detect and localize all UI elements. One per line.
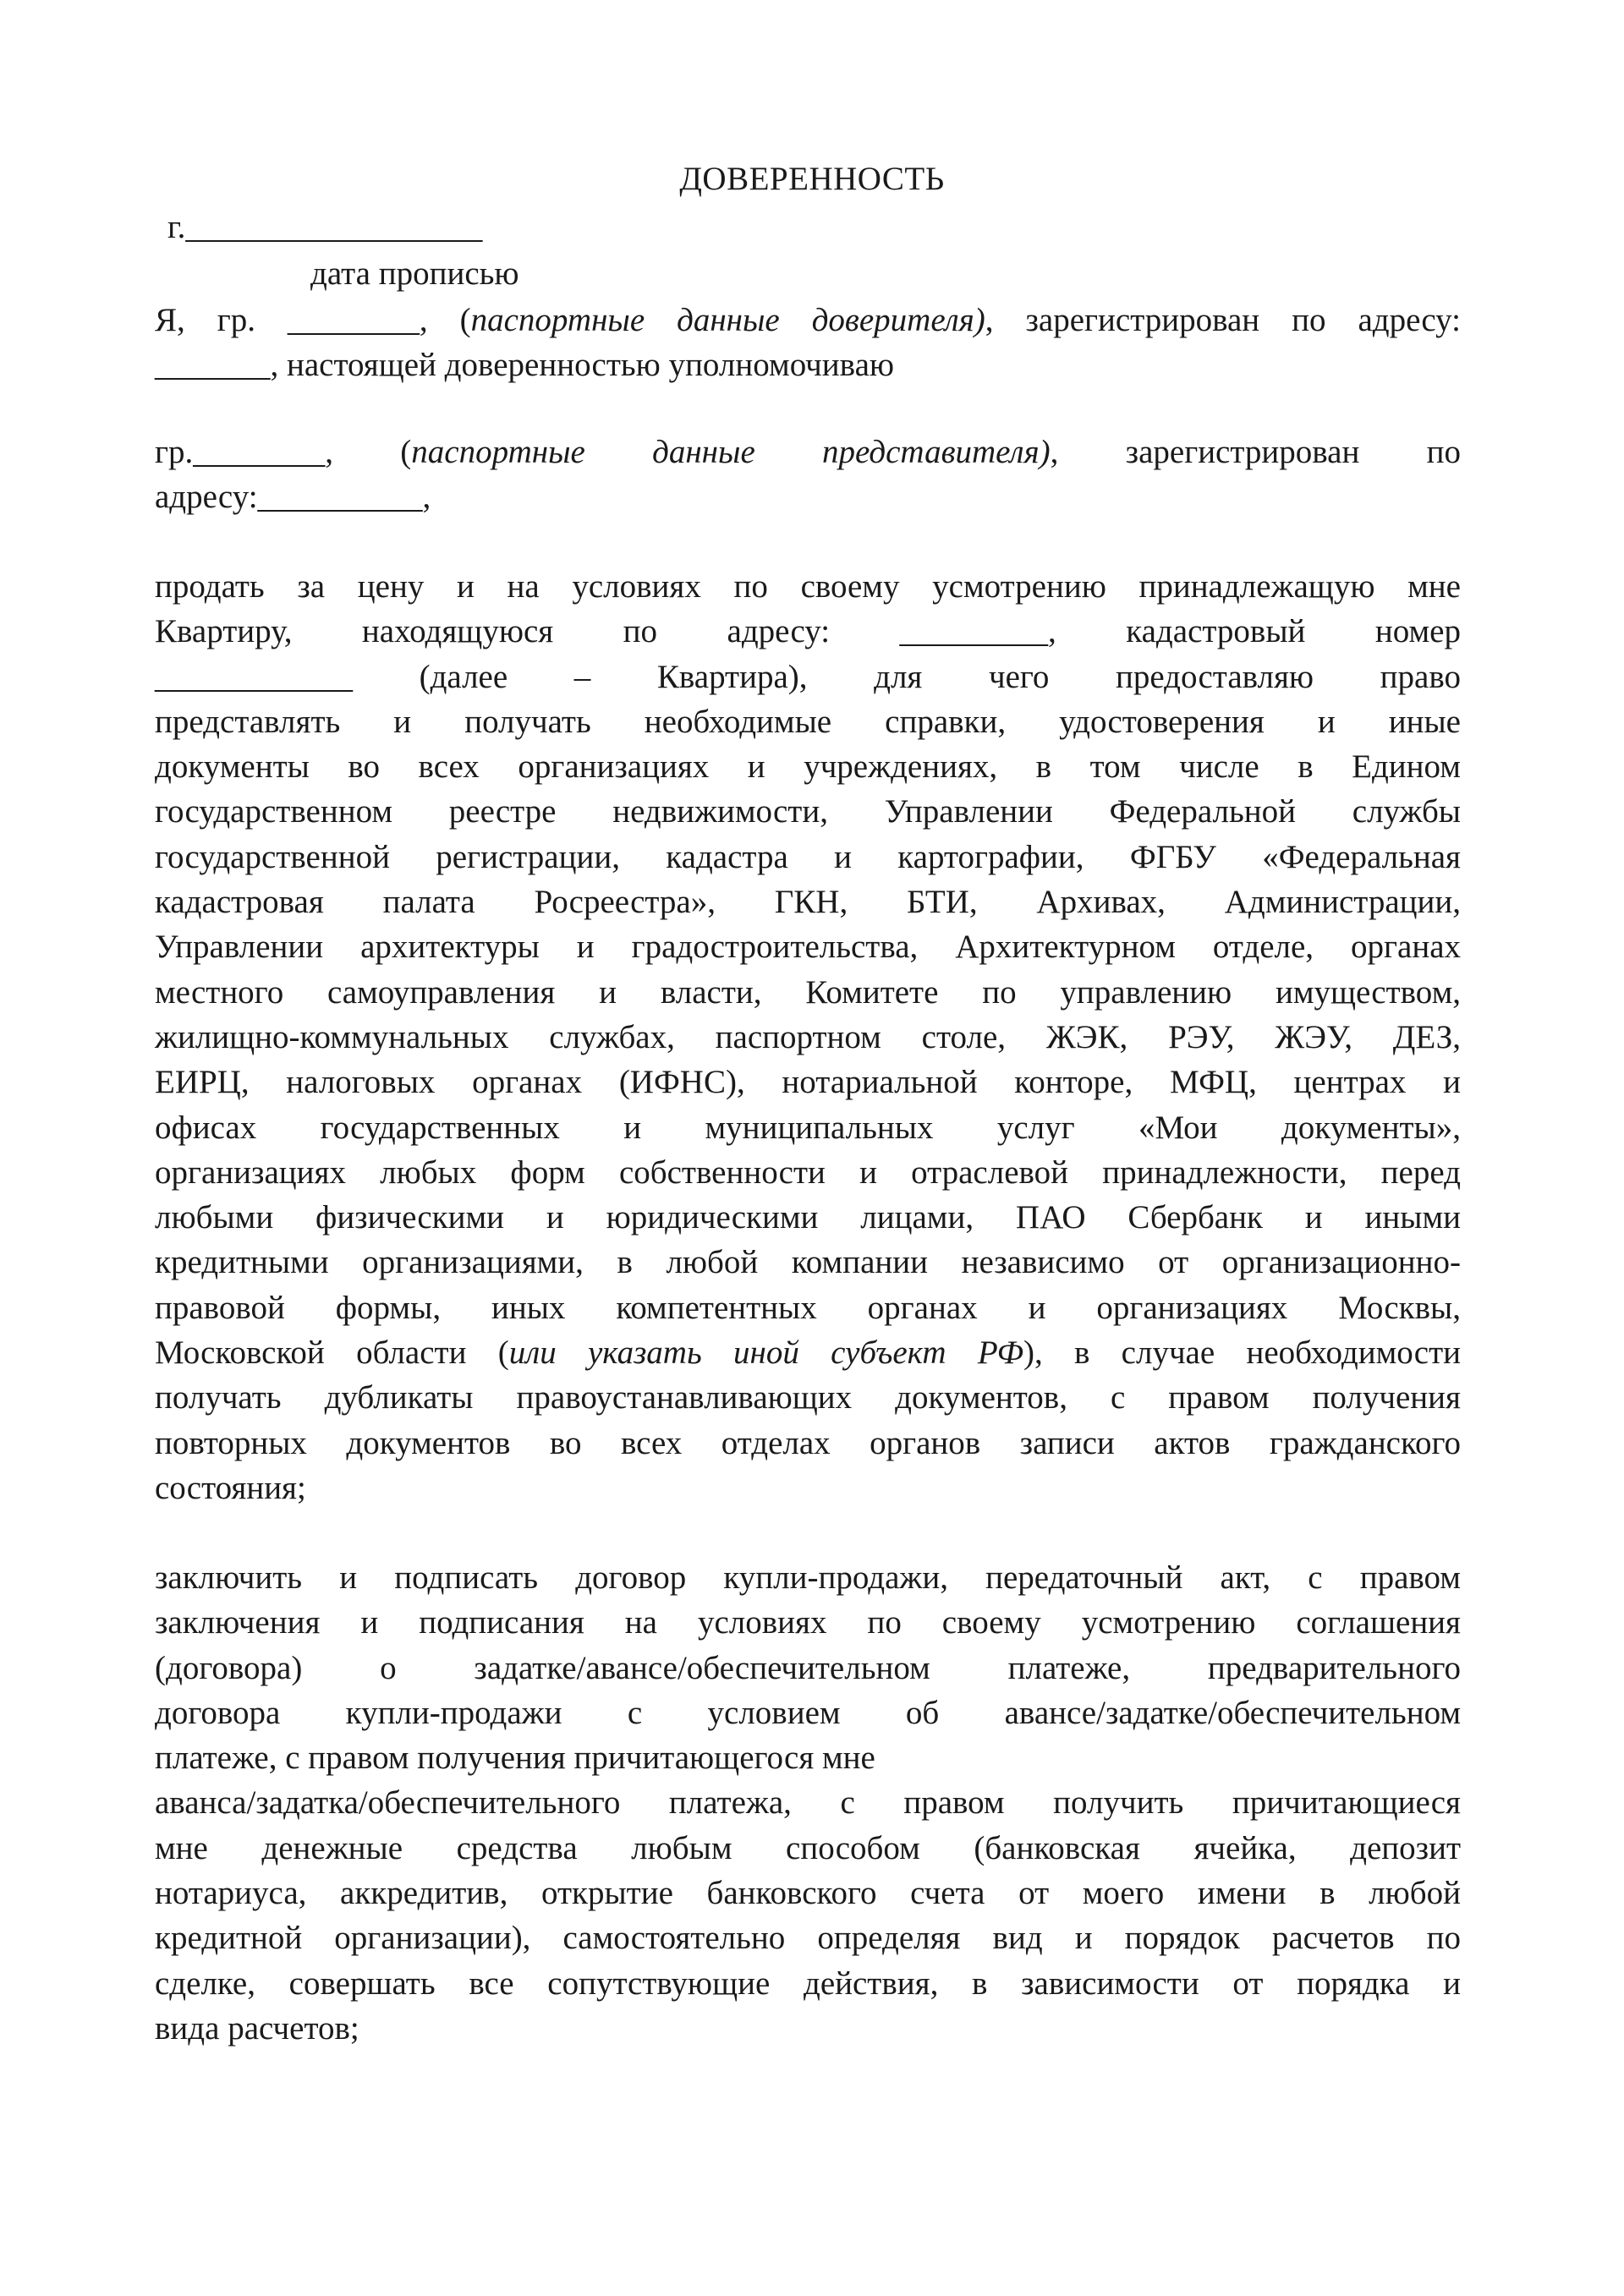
paragraph-line: офисах государственных и муниципальных услуг «Мои документы»,: [155, 1109, 1461, 1146]
paragraph-line: платеже, с правом получения причитающегося мне: [155, 1740, 875, 1777]
paragraph-line: государственном реестре недвижимости, Управлении Федеральной службы: [155, 793, 1461, 830]
paragraph-line: документы во всех организациях и учреждениях, в том числе в Едином: [155, 748, 1461, 786]
paragraph-line: любыми физическими и юридическими лицами, ПАО Сбербанк и иными: [155, 1199, 1461, 1236]
sell-paragraph: [155, 564, 1461, 1510]
city-line: г.__________________: [167, 209, 483, 245]
paragraph-line: вида расчетов;: [155, 2009, 359, 2047]
paragraph-line: местного самоуправления и власти, Комитете по управлению имуществом,: [155, 973, 1461, 1011]
paragraph-line: Квартиру, находящуюся по адресу: _________, кадастровый номер: [155, 613, 1461, 650]
paragraph-line: Управлении архитектуры и градостроительства, Архитектурном отделе, органах: [155, 929, 1461, 966]
paragraph-line: кредитными организациями, в любой компании независимо от организационно-: [155, 1244, 1461, 1281]
principal-paragraph: [155, 298, 1461, 388]
paragraph-line: кредитной организации), самостоятельно определяя вид и порядок расчетов по: [155, 1920, 1461, 1957]
paragraph-line: получать дубликаты правоустанавливающих документов, с правом получения: [155, 1379, 1461, 1417]
paragraph-line: (договора) о задатке/авансе/обеспечительном платеже, предварительного: [155, 1649, 1461, 1686]
representative-paragraph: [155, 430, 1461, 520]
paragraph-line: жилищно-коммунальных службах, паспортном столе, ЖЭК, РЭУ, ЖЭУ, ДЕЗ,: [155, 1018, 1461, 1055]
paragraph-line: заключить и подписать договор купли-продажи, передаточный акт, с правом: [155, 1559, 1461, 1596]
paragraph-line: повторных документов во всех отделах органов записи актов гражданского: [155, 1424, 1461, 1461]
paragraph-line: договора купли-продажи с условием об авансе/задатке/обеспечительном: [155, 1694, 1461, 1731]
paragraph-line: ____________ (далее – Квартира), для чего предоставляю право: [155, 658, 1461, 695]
paragraph-line: правовой формы, иных компетентных органах и организациях Москвы,: [155, 1289, 1461, 1326]
paragraph-line: Московской области (или указать иной субъект РФ), в случае необходимости: [155, 1334, 1461, 1372]
paragraph-line: представлять и получать необходимые справки, удостоверения и иные: [155, 703, 1461, 740]
paragraph-line: состояния;: [155, 1469, 306, 1506]
paragraph-line: заключения и подписания на условиях по своему усмотрению соглашения: [155, 1604, 1461, 1641]
representative-line-1: гр.________, (паспортные данные представителя), зарегистрирован по: [155, 434, 1462, 470]
paragraph-line: сделке, совершать все сопутствующие действия, в зависимости от порядка и: [155, 1964, 1461, 2002]
principal-line-1: Я, гр. ________, (паспортные данные доверителя), зарегистрирован по адресу:: [155, 302, 1461, 338]
paragraph-line: кадастровая палата Росреестра», ГКН, БТИ, Архивах, Администрации,: [155, 884, 1461, 921]
paragraph-line: ЕИРЦ, налоговых органах (ИФНС), нотариальной конторе, МФЦ, центрах и: [155, 1064, 1461, 1101]
document-title: ДОВЕРЕННОСТЬ: [679, 161, 945, 197]
principal-line-2: _______, настоящей доверенностью уполномочиваю: [155, 347, 895, 384]
paragraph-line: продать за цену и на условиях по своему усмотрению принадлежащую мне: [155, 568, 1461, 605]
paragraph-line: нотариуса, аккредитив, открытие банковского счета от моего имени в любой: [155, 1875, 1461, 1912]
contract-paragraph: [155, 1555, 1461, 2051]
paragraph-line: организациях любых форм собственности и отраслевой принадлежности, перед: [155, 1153, 1461, 1191]
paragraph-line: аванса/задатка/обеспечительного платежа, с правом получить причитающиеся: [155, 1784, 1461, 1822]
date-label: дата прописью: [310, 255, 519, 292]
representative-line-2: адресу:__________,: [155, 479, 431, 516]
paragraph-line: государственной регистрации, кадастра и картографии, ФГБУ «Федеральная: [155, 838, 1461, 875]
paragraph-line: мне денежные средства любым способом (банковская ячейка, депозит: [155, 1829, 1461, 1866]
